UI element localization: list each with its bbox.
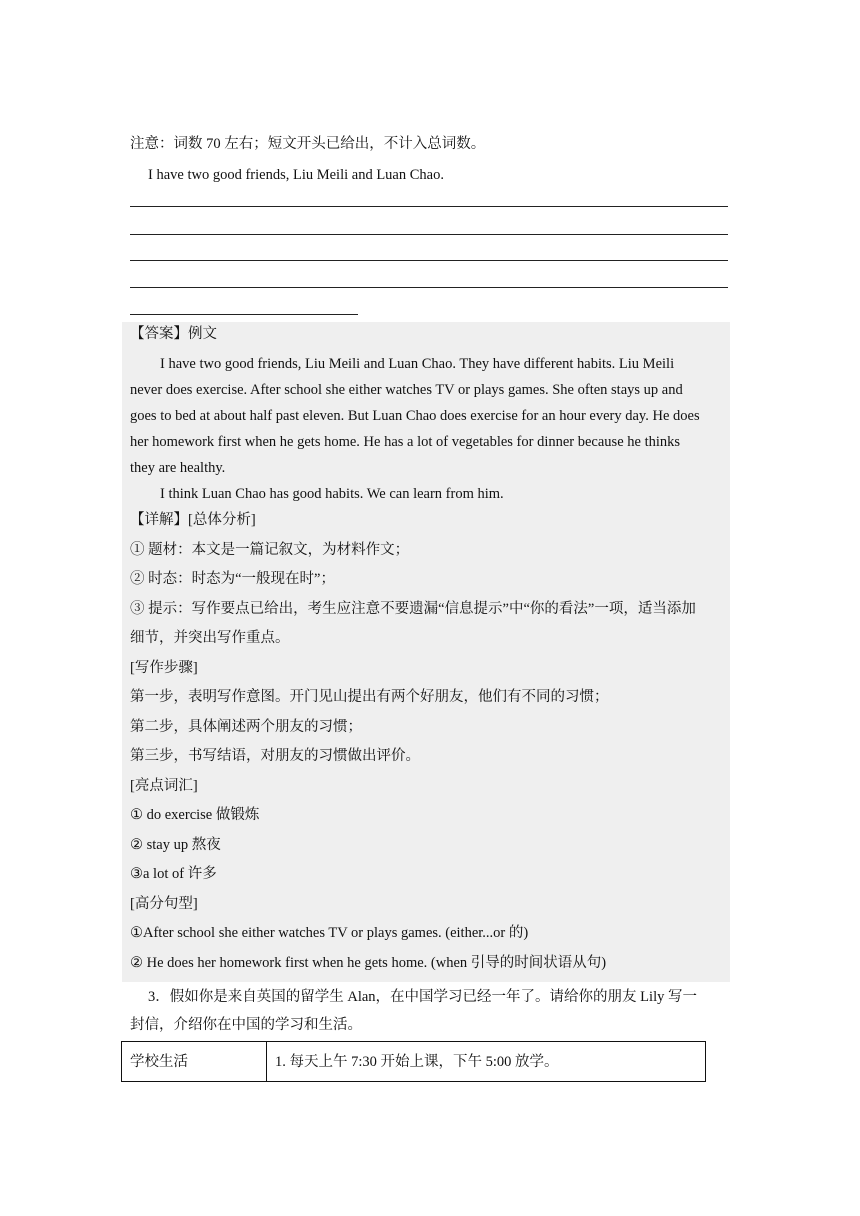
sentence-item: ①After school she either watches TV or plays games. (either...or 的)	[130, 925, 529, 941]
answer-line-2	[130, 234, 728, 235]
essay-opening: I have two good friends, Liu Meili and Luan Chao.	[148, 167, 444, 183]
answer-heading: 【答案】例文	[130, 326, 217, 342]
analysis-heading: 【详解】[总体分析]	[130, 512, 256, 528]
question-3-line-1: 3．假如你是来自英国的留学生 Alan，在中国学习已经一年了。请给你的朋友 Lily 写一	[148, 989, 697, 1005]
model-essay-line: they are healthy.	[130, 460, 226, 476]
answer-line-3	[130, 260, 728, 261]
vocab-item: ② stay up 熬夜	[130, 837, 221, 853]
sentences-heading: [高分句型]	[130, 896, 198, 912]
steps-heading: [写作步骤]	[130, 660, 198, 676]
vocab-heading: [亮点词汇]	[130, 778, 198, 794]
analysis-point: 细节，并突出写作重点。	[130, 630, 290, 646]
info-table	[121, 1041, 706, 1082]
step-item: 第三步，书写结语，对朋友的习惯做出评价。	[130, 748, 420, 764]
question-3-line-2: 封信，介绍你在中国的学习和生活。	[130, 1017, 362, 1033]
model-essay-line: goes to bed at about half past eleven. But Luan Chao does exercise for an hour every day. He does	[130, 408, 700, 424]
sentence-item: ② He does her homework first when he gets home. (when 引导的时间状语从句)	[130, 955, 607, 971]
model-essay-line: I have two good friends, Liu Meili and Luan Chao. They have different habits. Liu Meili	[160, 356, 675, 372]
step-item: 第一步，表明写作意图。开门见山提出有两个好朋友，他们有不同的习惯；	[130, 689, 609, 705]
vocab-item: ③a lot of 许多	[130, 866, 217, 882]
answer-line-5	[130, 314, 358, 315]
model-essay-line: I think Luan Chao has good habits. We can learn from him.	[160, 486, 504, 502]
analysis-point: ② 时态：时态为“一般现在时”；	[130, 571, 335, 587]
step-item: 第二步，具体阐述两个朋友的习惯；	[130, 719, 362, 735]
model-essay-line: her homework first when he gets home. He has a lot of vegetables for dinner because he thinks	[130, 434, 681, 450]
model-essay-line: never does exercise. After school she either watches TV or plays games. She often stays up and	[130, 382, 683, 398]
answer-line-1	[130, 206, 728, 207]
answer-line-4	[130, 287, 728, 288]
analysis-point: ① 题材：本文是一篇记叙文，为材料作文；	[130, 542, 410, 558]
notice-text: 注意：词数 70 左右；短文开头已给出，不计入总词数。	[130, 136, 486, 152]
vocab-item: ① do exercise 做锻炼	[130, 807, 260, 823]
analysis-point: ③ 提示：写作要点已给出，考生应注意不要遗漏“信息提示”中“你的看法”一项，适当添加	[130, 601, 696, 617]
table-cell-content: 1. 每天上午 7:30 开始上课，下午 5:00 放学。	[275, 1054, 559, 1070]
table-cell-label: 学校生活	[122, 1042, 267, 1081]
